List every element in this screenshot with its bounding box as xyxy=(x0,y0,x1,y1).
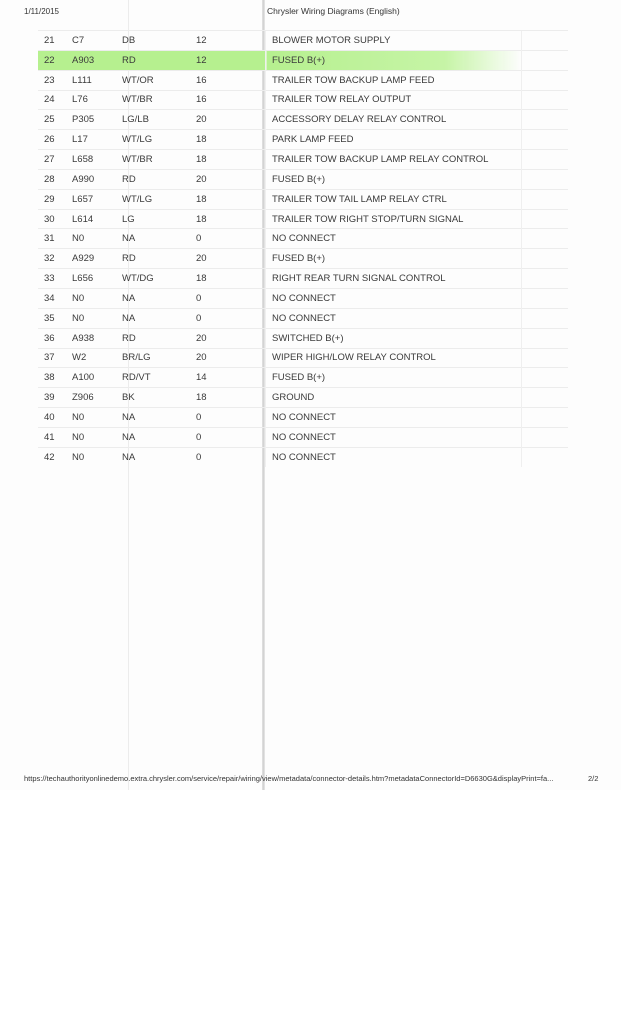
empty-cell xyxy=(522,110,569,130)
circuit-cell: A990 xyxy=(66,169,116,189)
pin-number-cell: 25 xyxy=(38,110,66,130)
empty-cell xyxy=(522,130,569,150)
circuit-cell: L657 xyxy=(66,189,116,209)
function-cell: TRAILER TOW BACKUP LAMP RELAY CONTROL xyxy=(266,150,522,170)
table-row xyxy=(38,209,568,229)
wire-color-cell: NA xyxy=(116,447,190,466)
function-cell: NO CONNECT xyxy=(266,427,522,447)
pin-table-body xyxy=(38,31,568,467)
empty-cell xyxy=(522,249,569,269)
pin-number-cell: 39 xyxy=(38,388,66,408)
gauge-cell: 20 xyxy=(190,348,266,368)
empty-cell xyxy=(522,169,569,189)
table-row xyxy=(38,110,568,130)
circuit-cell: N0 xyxy=(66,427,116,447)
table-row xyxy=(38,269,568,289)
gauge-cell: 20 xyxy=(190,249,266,269)
circuit-cell: L656 xyxy=(66,269,116,289)
empty-cell xyxy=(522,50,569,70)
function-cell: WIPER HIGH/LOW RELAY CONTROL xyxy=(266,348,522,368)
gauge-cell: 0 xyxy=(190,308,266,328)
table-row xyxy=(38,427,568,447)
circuit-cell: W2 xyxy=(66,348,116,368)
empty-cell xyxy=(522,31,569,51)
table-row xyxy=(38,447,568,466)
wire-color-cell: WT/BR xyxy=(116,90,190,110)
empty-cell xyxy=(522,447,569,466)
pin-number-cell: 21 xyxy=(38,31,66,51)
empty-cell xyxy=(522,308,569,328)
wire-color-cell: WT/DG xyxy=(116,269,190,289)
circuit-cell: L17 xyxy=(66,130,116,150)
empty-cell xyxy=(522,90,569,110)
pin-number-cell: 35 xyxy=(38,308,66,328)
gauge-cell: 14 xyxy=(190,368,266,388)
wire-color-cell: BK xyxy=(116,388,190,408)
wire-color-cell: WT/LG xyxy=(116,130,190,150)
function-cell: TRAILER TOW BACKUP LAMP FEED xyxy=(266,70,522,90)
pin-number-cell: 33 xyxy=(38,269,66,289)
empty-cell xyxy=(522,150,569,170)
gauge-cell: 18 xyxy=(190,388,266,408)
gauge-cell: 0 xyxy=(190,447,266,466)
table-row xyxy=(38,169,568,189)
empty-cell xyxy=(522,70,569,90)
wire-color-cell: NA xyxy=(116,427,190,447)
gauge-cell: 0 xyxy=(190,408,266,428)
table-row xyxy=(38,328,568,348)
empty-cell xyxy=(522,209,569,229)
gauge-cell: 18 xyxy=(190,189,266,209)
wire-color-cell: NA xyxy=(116,408,190,428)
wire-color-cell: RD/VT xyxy=(116,368,190,388)
wire-color-cell: WT/BR xyxy=(116,150,190,170)
gauge-cell: 18 xyxy=(190,130,266,150)
pin-number-cell: 26 xyxy=(38,130,66,150)
empty-cell xyxy=(522,427,569,447)
function-cell: TRAILER TOW RELAY OUTPUT xyxy=(266,90,522,110)
table-row xyxy=(38,288,568,308)
gauge-cell: 0 xyxy=(190,288,266,308)
empty-cell xyxy=(522,328,569,348)
page-number: 2/2 xyxy=(588,774,599,783)
circuit-cell: A929 xyxy=(66,249,116,269)
document-title: Chrysler Wiring Diagrams (English) xyxy=(267,6,400,16)
circuit-cell: N0 xyxy=(66,288,116,308)
table-row xyxy=(38,150,568,170)
gauge-cell: 18 xyxy=(190,269,266,289)
empty-cell xyxy=(522,348,569,368)
wire-color-cell: NA xyxy=(116,288,190,308)
circuit-cell: L111 xyxy=(66,70,116,90)
gauge-cell: 12 xyxy=(190,31,266,51)
circuit-cell: L658 xyxy=(66,150,116,170)
function-cell: BLOWER MOTOR SUPPLY xyxy=(266,31,522,51)
connector-pin-table xyxy=(38,30,568,467)
pin-number-cell: 24 xyxy=(38,90,66,110)
function-cell: NO CONNECT xyxy=(266,288,522,308)
pin-number-cell: 37 xyxy=(38,348,66,368)
circuit-cell: P305 xyxy=(66,110,116,130)
pin-number-cell: 28 xyxy=(38,169,66,189)
gauge-cell: 20 xyxy=(190,110,266,130)
wire-color-cell: WT/LG xyxy=(116,189,190,209)
empty-cell xyxy=(522,368,569,388)
circuit-cell: Z906 xyxy=(66,388,116,408)
function-cell: FUSED B(+) xyxy=(266,249,522,269)
circuit-cell: L76 xyxy=(66,90,116,110)
circuit-cell: L614 xyxy=(66,209,116,229)
function-cell: NO CONNECT xyxy=(266,408,522,428)
empty-cell xyxy=(522,229,569,249)
wire-color-cell: RD xyxy=(116,328,190,348)
gauge-cell: 20 xyxy=(190,328,266,348)
wire-color-cell: BR/LG xyxy=(116,348,190,368)
pin-number-cell: 30 xyxy=(38,209,66,229)
pin-number-cell: 42 xyxy=(38,447,66,466)
table-row xyxy=(38,130,568,150)
function-cell: PARK LAMP FEED xyxy=(266,130,522,150)
gauge-cell: 18 xyxy=(190,209,266,229)
gauge-cell: 12 xyxy=(190,50,266,70)
gauge-cell: 0 xyxy=(190,427,266,447)
empty-cell xyxy=(522,269,569,289)
function-cell: NO CONNECT xyxy=(266,229,522,249)
pin-number-cell: 38 xyxy=(38,368,66,388)
circuit-cell: N0 xyxy=(66,229,116,249)
circuit-cell: C7 xyxy=(66,31,116,51)
pin-number-cell: 36 xyxy=(38,328,66,348)
function-cell: TRAILER TOW TAIL LAMP RELAY CTRL xyxy=(266,189,522,209)
gauge-cell: 18 xyxy=(190,150,266,170)
table-row xyxy=(38,229,568,249)
pin-number-cell: 22 xyxy=(38,50,66,70)
table-row xyxy=(38,308,568,328)
circuit-cell: A100 xyxy=(66,368,116,388)
empty-cell xyxy=(522,189,569,209)
gauge-cell: 20 xyxy=(190,169,266,189)
pin-number-cell: 40 xyxy=(38,408,66,428)
table-row xyxy=(38,249,568,269)
table-row xyxy=(38,90,568,110)
function-cell: FUSED B(+) xyxy=(266,169,522,189)
function-cell: TRAILER TOW RIGHT STOP/TURN SIGNAL xyxy=(266,209,522,229)
function-cell: RIGHT REAR TURN SIGNAL CONTROL xyxy=(266,269,522,289)
wire-color-cell: NA xyxy=(116,229,190,249)
gauge-cell: 16 xyxy=(190,90,266,110)
table-row xyxy=(38,31,568,51)
wire-color-cell: RD xyxy=(116,249,190,269)
table-row xyxy=(38,189,568,209)
function-cell: FUSED B(+) xyxy=(266,50,522,70)
empty-cell xyxy=(522,288,569,308)
print-date: 1/11/2015 xyxy=(24,7,59,16)
empty-cell xyxy=(522,408,569,428)
function-cell: NO CONNECT xyxy=(266,447,522,466)
function-cell: NO CONNECT xyxy=(266,308,522,328)
pin-number-cell: 41 xyxy=(38,427,66,447)
table-row xyxy=(38,368,568,388)
table-row xyxy=(38,348,568,368)
table-row xyxy=(38,70,568,90)
source-url: https://techauthorityonlinedemo.extra.chrysler.com/service/repair/wiring/view/metadata/connector-details.htm?metadataConnectorId=D6630G&displayPrint=fa... xyxy=(24,774,554,783)
pin-number-cell: 29 xyxy=(38,189,66,209)
circuit-cell: N0 xyxy=(66,308,116,328)
circuit-cell: N0 xyxy=(66,447,116,466)
function-cell: SWITCHED B(+) xyxy=(266,328,522,348)
gauge-cell: 16 xyxy=(190,70,266,90)
wire-color-cell: LG/LB xyxy=(116,110,190,130)
gauge-cell: 0 xyxy=(190,229,266,249)
wire-color-cell: DB xyxy=(116,31,190,51)
wire-color-cell: NA xyxy=(116,308,190,328)
wire-color-cell: WT/OR xyxy=(116,70,190,90)
wire-color-cell: RD xyxy=(116,50,190,70)
function-cell: FUSED B(+) xyxy=(266,368,522,388)
function-cell: ACCESSORY DELAY RELAY CONTROL xyxy=(266,110,522,130)
pin-number-cell: 23 xyxy=(38,70,66,90)
pin-number-cell: 34 xyxy=(38,288,66,308)
pin-number-cell: 27 xyxy=(38,150,66,170)
function-cell: GROUND xyxy=(266,388,522,408)
pin-number-cell: 32 xyxy=(38,249,66,269)
table-row xyxy=(38,408,568,428)
table-row xyxy=(38,388,568,408)
circuit-cell: N0 xyxy=(66,408,116,428)
wire-color-cell: RD xyxy=(116,169,190,189)
wire-color-cell: LG xyxy=(116,209,190,229)
empty-cell xyxy=(522,388,569,408)
table-row xyxy=(38,50,568,70)
circuit-cell: A903 xyxy=(66,50,116,70)
pin-number-cell: 31 xyxy=(38,229,66,249)
circuit-cell: A938 xyxy=(66,328,116,348)
